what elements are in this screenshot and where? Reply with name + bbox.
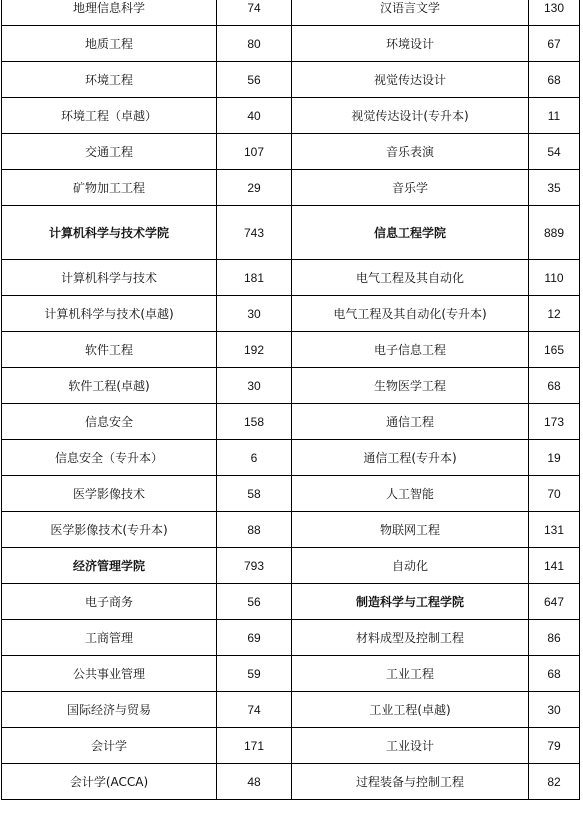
right-count-cell: 173 (529, 404, 580, 440)
left-count-cell: 69 (217, 620, 292, 656)
right-major-name-cell: 汉语言文学 (292, 0, 529, 26)
left-major-name-cell: 信息安全 (2, 404, 217, 440)
right-major-name-cell: 通信工程(专升本) (292, 440, 529, 476)
right-count-cell: 68 (529, 62, 580, 98)
table-row (2, 332, 580, 368)
left-count-cell: 6 (217, 440, 292, 476)
right-count-cell: 19 (529, 440, 580, 476)
right-major-name-cell: 生物医学工程 (292, 368, 529, 404)
left-major-name-cell: 国际经济与贸易 (2, 692, 217, 728)
right-count-cell: 131 (529, 512, 580, 548)
right-count-cell: 130 (529, 0, 580, 26)
left-count-cell: 48 (217, 764, 292, 800)
table-row (2, 764, 580, 800)
right-count-cell: 79 (529, 728, 580, 764)
left-count-cell: 58 (217, 476, 292, 512)
left-major-name-cell: 环境工程（卓越） (2, 98, 217, 134)
left-count-cell: 59 (217, 656, 292, 692)
left-count-cell: 40 (217, 98, 292, 134)
right-count-cell: 70 (529, 476, 580, 512)
right-major-name-cell: 工业工程(卓越) (292, 692, 529, 728)
left-count-cell: 171 (217, 728, 292, 764)
right-major-name-cell: 音乐表演 (292, 134, 529, 170)
right-count-cell: 68 (529, 656, 580, 692)
right-count-cell: 141 (529, 548, 580, 584)
right-major-name-cell: 工业设计 (292, 728, 529, 764)
table-row (2, 620, 580, 656)
right-major-name-cell: 自动化 (292, 548, 529, 584)
right-major-name-cell: 人工智能 (292, 476, 529, 512)
left-count-cell: 88 (217, 512, 292, 548)
left-major-name-cell: 公共事业管理 (2, 656, 217, 692)
right-major-name-cell: 电子信息工程 (292, 332, 529, 368)
right-count-cell: 82 (529, 764, 580, 800)
table-row (2, 134, 580, 170)
right-count-cell: 12 (529, 296, 580, 332)
right-major-name-cell: 制造科学与工程学院 (292, 584, 529, 620)
left-count-cell: 29 (217, 170, 292, 206)
left-major-name-cell: 软件工程(卓越) (2, 368, 217, 404)
left-count-cell: 158 (217, 404, 292, 440)
left-major-name-cell: 环境工程 (2, 62, 217, 98)
enrollment-table (1, 0, 580, 800)
left-major-name-cell: 工商管理 (2, 620, 217, 656)
left-count-cell: 107 (217, 134, 292, 170)
right-major-name-cell: 通信工程 (292, 404, 529, 440)
right-count-cell: 67 (529, 26, 580, 62)
table-row (2, 98, 580, 134)
left-count-cell: 181 (217, 260, 292, 296)
right-major-name-cell: 环境设计 (292, 26, 529, 62)
table-row (2, 62, 580, 98)
left-major-name-cell: 地理信息科学 (2, 0, 217, 26)
table-body (2, 0, 580, 800)
left-major-name-cell: 医学影像技术(专升本) (2, 512, 217, 548)
table-row (2, 0, 580, 26)
right-major-name-cell: 视觉传达设计 (292, 62, 529, 98)
left-major-name-cell: 信息安全（专升本） (2, 440, 217, 476)
left-major-name-cell: 经济管理学院 (2, 548, 217, 584)
table-row (2, 296, 580, 332)
left-major-name-cell: 电子商务 (2, 584, 217, 620)
table-row (2, 692, 580, 728)
left-major-name-cell: 会计学 (2, 728, 217, 764)
table-row (2, 476, 580, 512)
left-count-cell: 192 (217, 332, 292, 368)
left-count-cell: 80 (217, 26, 292, 62)
right-count-cell: 86 (529, 620, 580, 656)
left-count-cell: 56 (217, 584, 292, 620)
right-count-cell: 110 (529, 260, 580, 296)
left-count-cell: 30 (217, 296, 292, 332)
table-row (2, 440, 580, 476)
right-major-name-cell: 材料成型及控制工程 (292, 620, 529, 656)
left-count-cell: 74 (217, 692, 292, 728)
left-major-name-cell: 软件工程 (2, 332, 217, 368)
table-row (2, 656, 580, 692)
right-count-cell: 68 (529, 368, 580, 404)
left-major-name-cell: 地质工程 (2, 26, 217, 62)
table-row (2, 26, 580, 62)
left-major-name-cell: 计算机科学与技术(卓越) (2, 296, 217, 332)
left-major-name-cell: 计算机科学与技术学院 (2, 206, 217, 260)
table-row (2, 368, 580, 404)
right-major-name-cell: 音乐学 (292, 170, 529, 206)
table-row (2, 548, 580, 584)
right-major-name-cell: 视觉传达设计(专升本) (292, 98, 529, 134)
right-major-name-cell: 工业工程 (292, 656, 529, 692)
right-major-name-cell: 物联网工程 (292, 512, 529, 548)
right-count-cell: 30 (529, 692, 580, 728)
left-count-cell: 56 (217, 62, 292, 98)
right-major-name-cell: 电气工程及其自动化 (292, 260, 529, 296)
table-row (2, 206, 580, 260)
table-row (2, 512, 580, 548)
left-major-name-cell: 交通工程 (2, 134, 217, 170)
table-row (2, 728, 580, 764)
left-major-name-cell: 矿物加工工程 (2, 170, 217, 206)
right-count-cell: 54 (529, 134, 580, 170)
table-row (2, 404, 580, 440)
table-row (2, 584, 580, 620)
table-row (2, 260, 580, 296)
right-major-name-cell: 电气工程及其自动化(专升本) (292, 296, 529, 332)
left-major-name-cell: 医学影像技术 (2, 476, 217, 512)
right-count-cell: 647 (529, 584, 580, 620)
right-count-cell: 35 (529, 170, 580, 206)
right-count-cell: 165 (529, 332, 580, 368)
right-count-cell: 11 (529, 98, 580, 134)
left-major-name-cell: 会计学(ACCA) (2, 764, 217, 800)
left-count-cell: 743 (217, 206, 292, 260)
left-major-name-cell: 计算机科学与技术 (2, 260, 217, 296)
right-major-name-cell: 过程装备与控制工程 (292, 764, 529, 800)
left-count-cell: 30 (217, 368, 292, 404)
left-count-cell: 74 (217, 0, 292, 26)
right-count-cell: 889 (529, 206, 580, 260)
left-count-cell: 793 (217, 548, 292, 584)
table-row (2, 170, 580, 206)
right-major-name-cell: 信息工程学院 (292, 206, 529, 260)
